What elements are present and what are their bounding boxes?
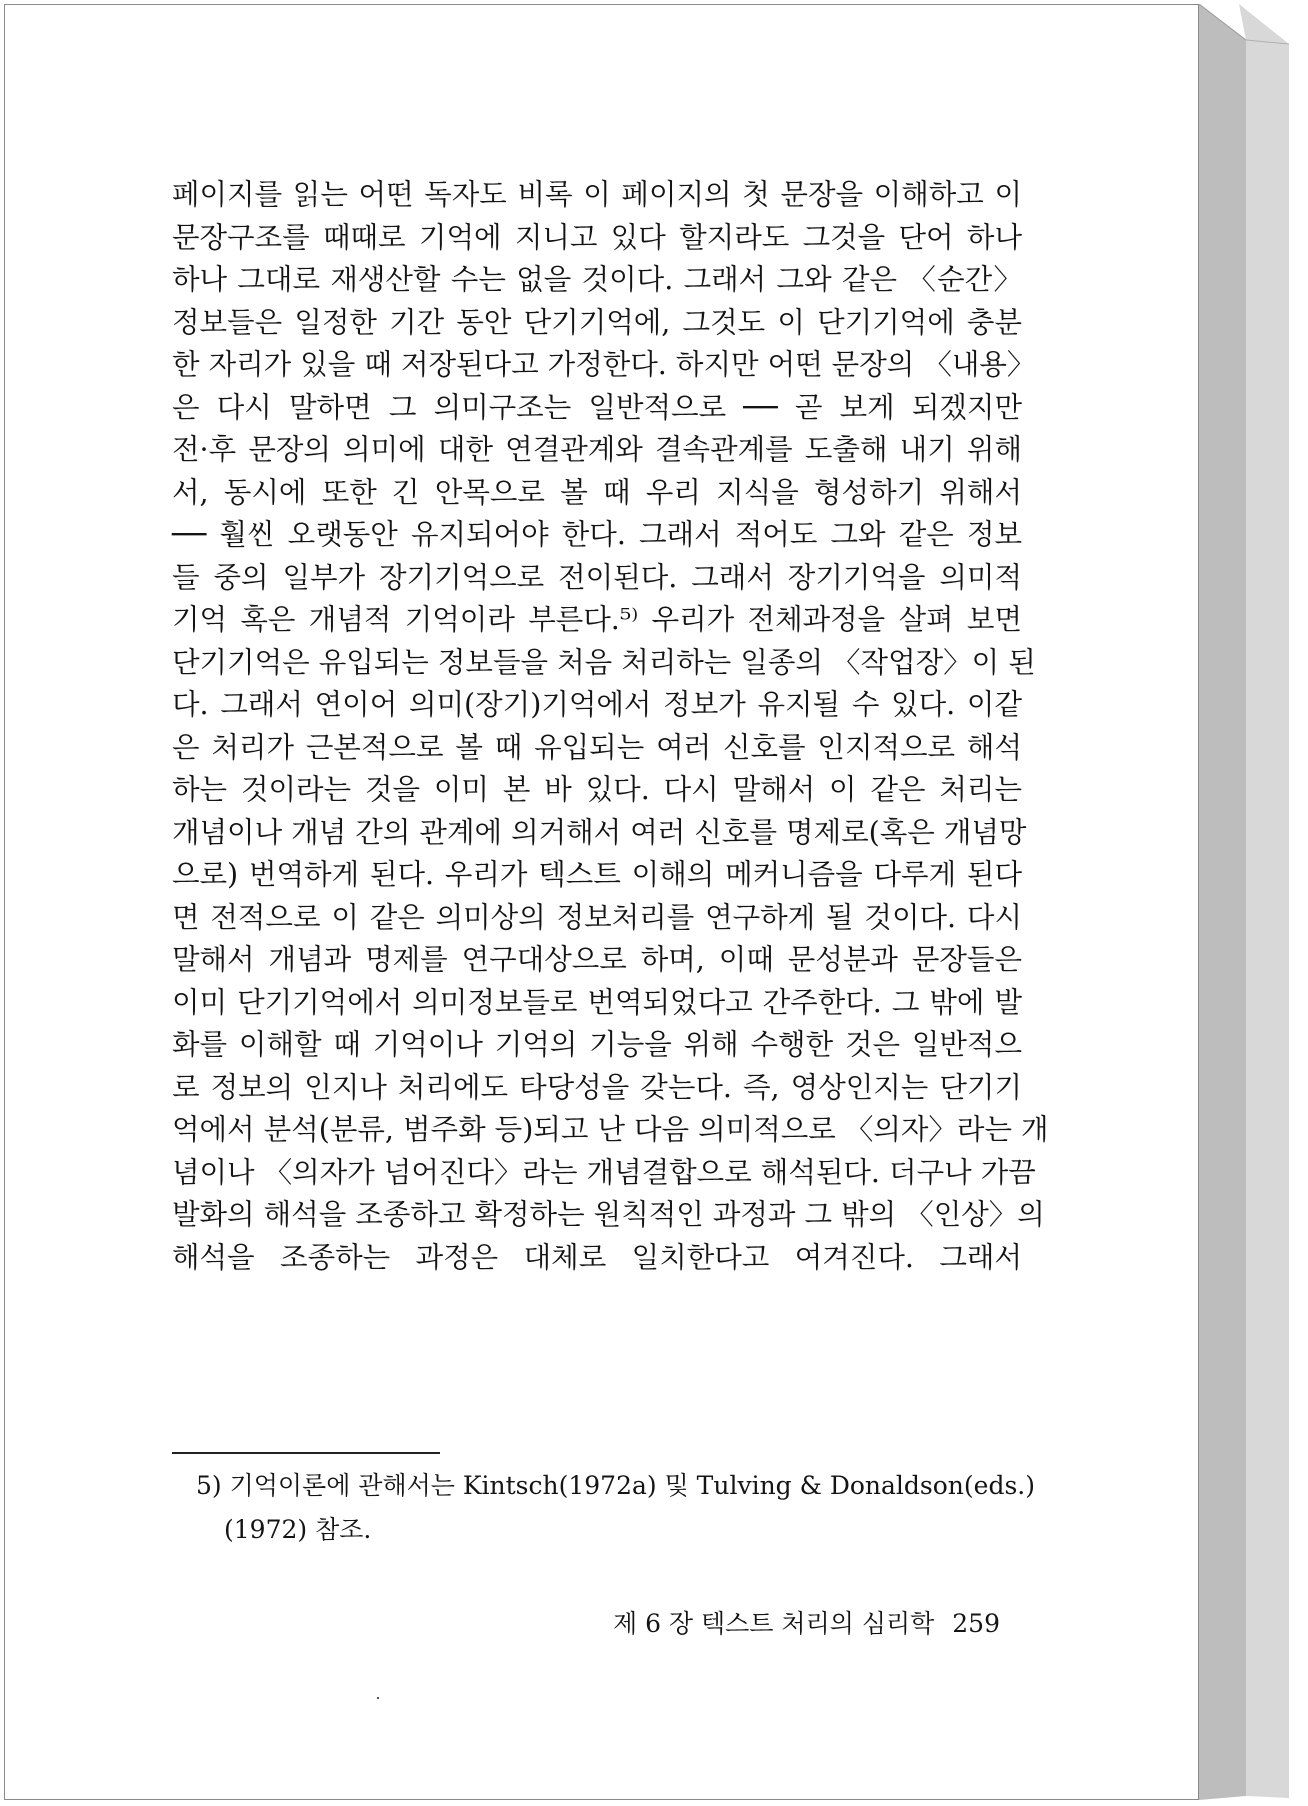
footnote-separator (172, 1452, 440, 1454)
body-line: 들 중의 일부가 장기기억으로 전이된다. 그래서 장기기억을 의미적 (172, 560, 1022, 594)
body-line: 전·후 문장의 의미에 대한 연결관계와 결속관계를 도출해 내기 위해 (172, 433, 1022, 466)
body-line: 말해서 개념과 명제를 연구대상으로 하며, 이때 문성분과 문장들은 (172, 943, 1022, 976)
page-number: 259 (952, 1609, 1000, 1638)
body-line: 단기기억은 유입되는 정보들을 처음 처리하는 일종의 〈작업장〉이 된 (172, 645, 1036, 679)
body-line: 다. 그래서 연이어 의미(장기)기억에서 정보가 유지될 수 있다. 이같 (172, 688, 1022, 721)
body-line: 발화의 해석을 조종하고 확정하는 원칙적인 과정과 그 밖의 〈인상〉의 (172, 1198, 1045, 1231)
body-line: 문장구조를 때때로 기억에 지니고 있다 할지라도 그것을 단어 하나 (172, 220, 1022, 254)
body-line: 은 다시 말하면 그 의미구조는 일반적으로 ── 곧 보게 되겠지만 (172, 390, 1022, 424)
body-line: 하는 것이라는 것을 이미 본 바 있다. 다시 말해서 이 같은 처리는 (172, 773, 1022, 806)
body-line: 이미 단기기억에서 의미정보들로 번역되었다고 간주한다. 그 밖에 발 (172, 985, 1022, 1019)
body-line: 해석을 조종하는 과정은 대체로 일치한다고 여겨진다. 그래서 (172, 1240, 1022, 1274)
body-paragraph (172, 174, 1049, 1279)
body-line: 페이지를 읽는 어떤 독자도 비록 이 페이지의 첫 문장을 이해하고 이 (172, 178, 1022, 211)
body-line: 면 전적으로 이 같은 의미상의 정보처리를 연구하게 될 것이다. 다시 (172, 900, 1022, 934)
body-line: 서, 동시에 또한 긴 안목으로 볼 때 우리 지식을 형성하기 위해서 (172, 475, 1022, 509)
body-line: 화를 이해할 때 기억이나 기억의 기능을 위해 수행한 것은 일반적으 (172, 1028, 1022, 1061)
body-line: 하나 그대로 재생산할 수는 없을 것이다. 그래서 그와 같은 〈순간〉 (172, 263, 1022, 296)
body-line: 정보들은 일정한 기간 동안 단기기억에, 그것도 이 단기기억에 충분 (172, 305, 1022, 339)
body-line: 로 정보의 인지나 처리에도 타당성을 갖는다. 즉, 영상인지는 단기기 (172, 1070, 1022, 1104)
body-line: 은 처리가 근본적으로 볼 때 유입되는 여러 신호를 인지적으로 해석 (172, 730, 1022, 764)
footnote (196, 1464, 1035, 1552)
body-line: 한 자리가 있을 때 저장된다고 가정한다. 하지만 어떤 문장의 〈내용〉 (172, 348, 1036, 381)
chapter-title: 제 6 장 텍스트 처리의 심리학 (612, 1609, 935, 1638)
body-line: 으로) 번역하게 된다. 우리가 텍스트 이해의 메커니즘을 다루게 된다 (172, 858, 1022, 891)
body-line: 개념이나 개념 간의 관계에 의거해서 여러 신호를 명제로(혹은 개념망 (172, 815, 1027, 849)
footnote-line-1: 5) 기억이론에 관해서는 Kintsch(1972a) 및 Tulving & Donaldson(eds.) (196, 1471, 1035, 1500)
body-line: 억에서 분석(분류, 범주화 등)되고 난 다음 의미적으로 〈의자〉라는 개 (172, 1113, 1049, 1146)
footnote-line-2: (1972) 참조. (224, 1515, 372, 1544)
body-line: ── 훨씬 오랫동안 유지되어야 한다. 그래서 적어도 그와 같은 정보 (172, 518, 1022, 551)
body-line: 념이나 〈의자가 넘어진다〉라는 개념결합으로 해석된다. 더구나 가끔 (172, 1155, 1036, 1189)
running-footer (560, 1604, 1000, 1640)
body-line: 기억 혹은 개념적 기억이라 부른다.⁵⁾ 우리가 전체과정을 살펴 보면 (172, 603, 1022, 636)
scan-speck (377, 1697, 379, 1699)
page-stack-edge-shape (1199, 4, 1308, 1802)
